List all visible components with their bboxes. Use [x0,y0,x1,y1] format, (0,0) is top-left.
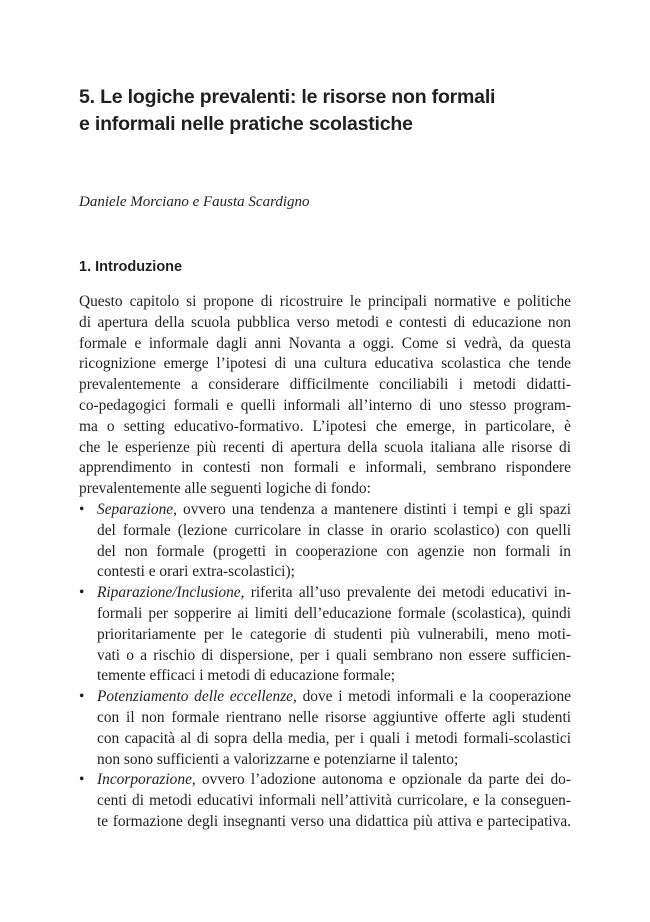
bullet-icon: • [79,688,85,706]
list-item-term: Potenziamento delle eccellenze [97,688,294,706]
list-item-first-line [79,687,571,708]
chapter-title-line-1: 5. Le logiche prevalenti: le risorse non formali [79,86,496,108]
list-item-first-line [79,583,571,604]
text-line: del non formale (progetti in cooperazione con agenzie non formali in [97,542,571,560]
text-line: centi di metodi educativi informali nell’attività curricolare, e la conseguen- [97,792,571,810]
text-line: non sono sufficienti a valorizzarne e potenziarne il talento; [97,750,459,768]
chapter-title-line-2: e informali nelle pratiche scolastiche [79,113,413,135]
text-line: vati o a rischio di dispersione, per i quali sembrano non essere sufficien- [97,646,571,664]
text-line: ricognizione emerge l’ipotesi di una cultura educativa scolastica che tende [79,355,571,373]
list-item-first-line [79,500,571,521]
text-line: formali per sopperire ai limiti dell’educazione formale (scolastica), quindi [97,604,571,622]
section-heading: 1. Introduzione [79,259,183,275]
list-item-term: Incorporazione [97,771,192,789]
text-line: del formale (lezione curricolare in classe in orario scolastico) con quelli [97,521,571,539]
text-line: apprendimento in contesti non formali e informali, sembrano rispondere [79,459,571,477]
list-item-term: Riparazione/Inclusione [97,584,241,602]
text-line: con capacità al di sopra della media, per i quali i metodi formali-scolastici [97,729,571,747]
text-line: prioritariamente per le categorie di studenti più vulnerabili, meno moti- [97,625,571,643]
list-item-text: , ovvero una tendenza a mantenere distinti i tempi e gli spazi [173,500,571,518]
bullet-icon: • [79,584,85,602]
bullet-icon: • [79,500,85,518]
text-line: te formazione degli insegnanti verso una didattica più attiva e partecipativa. [97,812,571,830]
text-line: di apertura della scuola pubblica verso metodi e contesti di educazione non [79,313,571,331]
list-item [79,500,571,583]
text-line: che le esperienze più recenti di apertura della scuola italiana alle risorse di [79,438,571,456]
text-line: ma o setting educativo-formativo. L’ipotesi che emerge, in particolare, è [79,417,571,435]
chapter-title [79,84,579,138]
list-item-text: , ovvero l’adozione autonoma e opzionale da parte dei do- [191,771,571,789]
bullet-icon: • [79,771,85,789]
list-item [79,583,571,687]
list-item [79,770,571,832]
intro-paragraph [79,292,571,500]
text-line: con il non formale rientrano nelle risorse aggiuntive offerte agli studenti [97,708,571,726]
list-item-text: , riferita all’uso prevalente dei metodi educativi in- [240,584,571,602]
text-line: Questo capitolo si propone di ricostruire le principali normative e politiche [79,293,571,310]
section-body [79,292,571,833]
list-item-term: Separazione [97,500,174,518]
text-line: formale e informale dagli anni Novanta a oggi. Come si vedrà, da questa [79,334,571,352]
list-item-text: , dove i metodi informali e la cooperazione [293,688,571,706]
text-line: contesti e orari extra-scolastici); [97,563,295,581]
list-item [79,687,571,770]
logic-list [79,500,571,833]
text-line: prevalentemente a considerare difficilmente conciliabili i metodi didatti- [79,376,571,394]
text-line: temente efficaci i metodi di educazione formale; [97,667,395,685]
text-line: co-pedagogici formali e quelli informali all’interno di uno stesso program- [79,396,571,414]
text-line: prevalentemente alle seguenti logiche di fondo: [79,480,371,498]
chapter-authors: Daniele Morciano e Fausta Scardigno [79,194,310,210]
list-item-first-line [79,770,571,791]
